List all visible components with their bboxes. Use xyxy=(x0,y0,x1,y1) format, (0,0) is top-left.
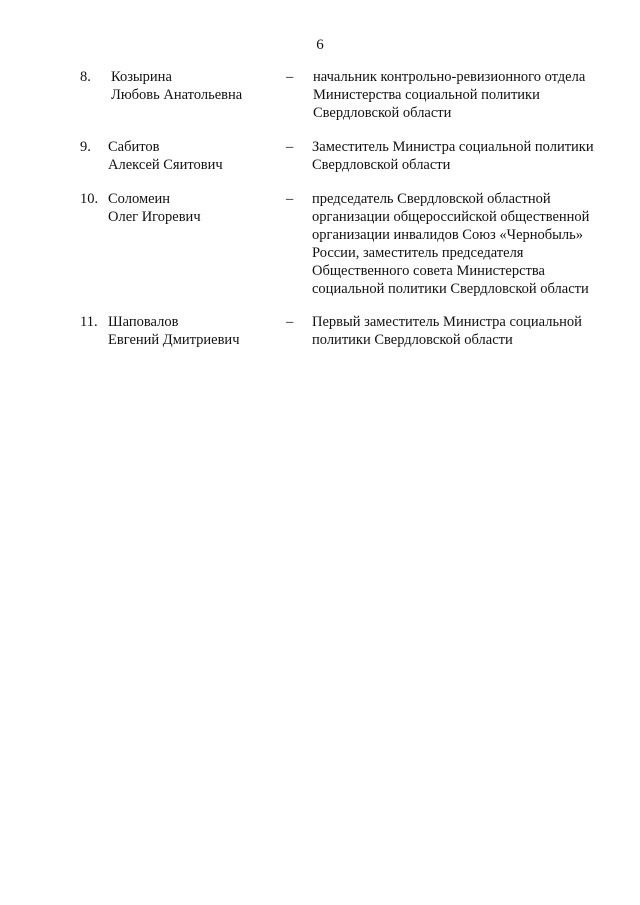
item-number: 11. xyxy=(80,314,98,330)
dash-separator: – xyxy=(286,314,294,330)
position-description xyxy=(312,313,612,349)
dash-separator: – xyxy=(286,69,294,85)
position-description xyxy=(312,138,612,174)
position-line: организации общероссийской общественной xyxy=(312,209,590,225)
position-description xyxy=(313,68,613,122)
position-line: Свердловской области xyxy=(313,105,452,121)
position-line: Свердловской области xyxy=(312,157,451,173)
surname: Соломеин xyxy=(108,191,171,207)
position-line: России, заместитель председателя xyxy=(312,245,524,261)
person-name xyxy=(108,313,239,349)
position-line: председатель Свердловской областной xyxy=(312,191,551,207)
position-line: начальник контрольно-ревизионного отдела xyxy=(313,69,586,85)
dash-separator: – xyxy=(286,191,294,207)
person-name xyxy=(108,138,223,174)
item-number: 8. xyxy=(80,69,91,85)
given-names: Алексей Сяитович xyxy=(108,157,223,173)
position-line: политики Свердловской области xyxy=(312,332,513,348)
given-names: Любовь Анатольевна xyxy=(111,87,243,103)
surname: Сабитов xyxy=(108,139,160,155)
dash-separator: – xyxy=(286,139,294,155)
position-line: организации инвалидов Союз «Чернобыль» xyxy=(312,227,583,243)
given-names: Олег Игоревич xyxy=(108,209,201,225)
position-line: Министерства социальной политики xyxy=(313,87,540,103)
position-line: Первый заместитель Министра социальной xyxy=(312,314,582,330)
person-name xyxy=(108,190,201,226)
item-number: 9. xyxy=(80,139,91,155)
position-line: социальной политики Свердловской области xyxy=(312,281,589,297)
page-number: 6 xyxy=(316,37,324,53)
person-name xyxy=(111,68,242,104)
surname: Шаповалов xyxy=(108,314,179,330)
given-names: Евгений Дмитриевич xyxy=(108,332,240,348)
position-line: Общественного совета Министерства xyxy=(312,263,545,279)
position-line: Заместитель Министра социальной политики xyxy=(312,139,594,155)
item-number: 10. xyxy=(80,191,99,207)
position-description xyxy=(312,190,612,298)
surname: Козырина xyxy=(111,69,172,85)
